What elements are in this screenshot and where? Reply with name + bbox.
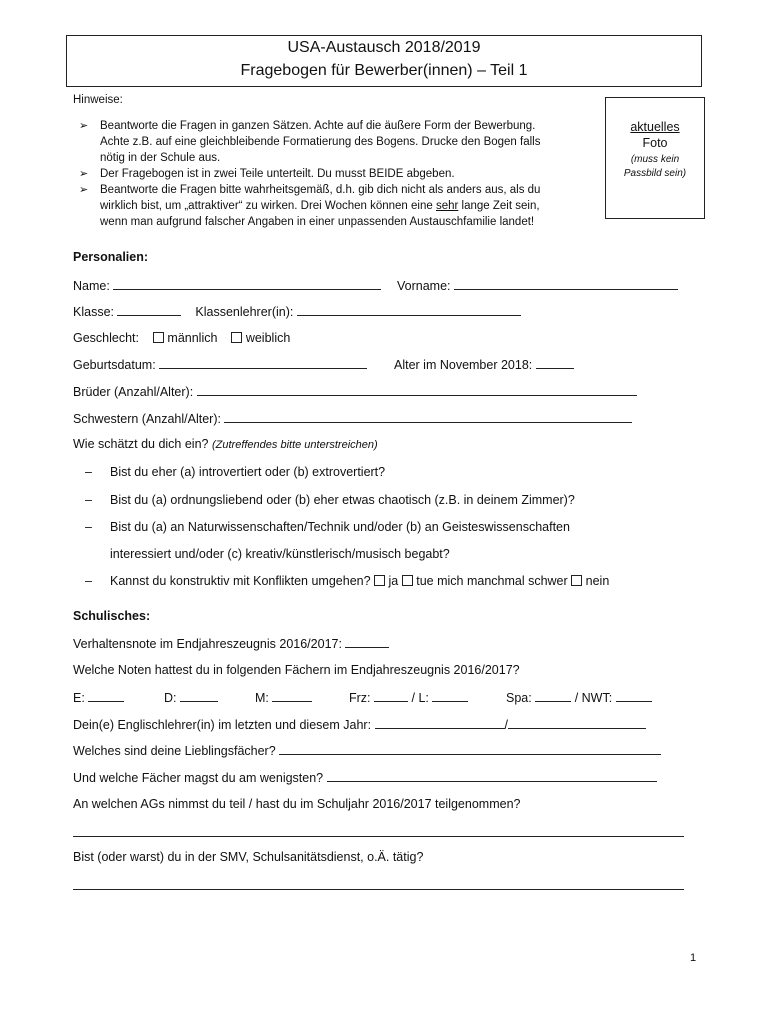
arrow-bullet-icon: ➢: [79, 120, 89, 132]
dash-bullet-icon: –: [85, 574, 92, 588]
weiblich-checkbox[interactable]: [231, 332, 242, 343]
grade-l-field[interactable]: [432, 690, 468, 702]
question-1[interactable]: Bist du eher (a) introvertiert oder (b) extrovertiert?: [110, 465, 386, 479]
hint-2-line-1: Der Fragebogen ist in zwei Teile unterteilt. Du musst BEIDE abgeben.: [100, 168, 455, 180]
geburtsdatum-row: Geburtsdatum:: [73, 357, 367, 372]
wenigsten-row: Und welche Fächer magst du am wenigsten?: [73, 770, 657, 785]
title-box: [66, 35, 702, 87]
klassenlehrer-field[interactable]: [297, 304, 521, 316]
hint-1-line-2: Achte z.B. auf eine gleichbleibende Formatierung des Bogens. Drucke den Bogen falls: [100, 136, 541, 148]
grade-nwt-field[interactable]: [616, 690, 652, 702]
schwer-checkbox[interactable]: [402, 575, 413, 586]
noten-question: Welche Noten hattest du in folgenden Fächern im Endjahreszeugnis 2016/2017?: [73, 663, 520, 677]
lieblings-row: Welches sind deine Lieblingsfächer?: [73, 743, 661, 758]
title-line-2: Fragebogen für Bewerber(innen) – Teil 1: [240, 62, 528, 79]
ags-question: An welchen AGs nimmst du teil / hast du im Schuljahr 2016/2017 teilgenommen?: [73, 797, 521, 811]
smv-field[interactable]: [73, 889, 684, 890]
hints-label: Hinweise:: [73, 94, 123, 106]
grade-e-field[interactable]: [88, 690, 124, 702]
hint-1-line-3: nötig in der Schule aus.: [100, 152, 221, 164]
maennlich-checkbox[interactable]: [153, 332, 164, 343]
englisch-field-1[interactable]: [375, 717, 505, 729]
hint-3-line-1: Beantworte die Fragen bitte wahrheitsgemäß, d.h. gib dich nicht als anders aus, als du: [100, 184, 541, 196]
brueder-row: Brüder (Anzahl/Alter):: [73, 384, 637, 399]
question-4: Kannst du konstruktiv mit Konflikten umgehen? ja tue mich manchmal schwer nein: [110, 574, 610, 588]
dash-bullet-icon: –: [85, 493, 92, 507]
schwestern-field[interactable]: [224, 411, 632, 423]
wenigsten-field[interactable]: [327, 770, 657, 782]
question-3-line-2[interactable]: interessiert und/oder (c) kreativ/künstlerisch/musisch begabt?: [110, 547, 450, 561]
verhalten-row: Verhaltensnote im Endjahreszeugnis 2016/2017:: [73, 636, 389, 651]
grade-d: D:: [164, 690, 218, 705]
arrow-bullet-icon: ➢: [79, 168, 89, 180]
klasse-row: Klasse: Klassenlehrer(in):: [73, 304, 521, 319]
englisch-field-2[interactable]: [508, 717, 646, 729]
dash-bullet-icon: –: [85, 520, 92, 534]
title-line-1: USA-Austausch 2018/2019: [287, 39, 481, 56]
alter-field[interactable]: [536, 357, 574, 369]
emphasis-sehr: sehr: [435, 200, 459, 212]
selbst-question: Wie schätzt du dich ein? (Zutreffendes bitte unterstreichen): [73, 437, 378, 451]
grade-d-field[interactable]: [180, 690, 218, 702]
personal-heading: Personalien:: [73, 250, 149, 264]
klasse-field[interactable]: [117, 304, 181, 316]
grade-e: E:: [73, 690, 124, 705]
name-field[interactable]: [113, 278, 381, 290]
hint-3-line-3: wenn man aufgrund falscher Angaben in einer unpassenden Austauschfamilie landet!: [100, 216, 535, 228]
ags-field[interactable]: [73, 836, 684, 837]
question-3-line-1[interactable]: Bist du (a) an Naturwissenschaften/Technik und/oder (b) an Geisteswissenschaften: [110, 520, 570, 534]
arrow-bullet-icon: ➢: [79, 184, 89, 196]
grade-frz-field[interactable]: [374, 690, 408, 702]
smv-question: Bist (oder warst) du in der SMV, Schulsanitätsdienst, o.Ä. tätig?: [73, 850, 424, 864]
photo-box[interactable]: [605, 97, 705, 219]
geburtsdatum-field[interactable]: [159, 357, 367, 369]
geschlecht-row: Geschlecht: männlich weiblich: [73, 331, 291, 345]
vorname-field[interactable]: [454, 278, 678, 290]
grade-m: M:: [255, 690, 312, 705]
alter-row: Alter im November 2018:: [394, 357, 574, 372]
hint-3-line-2: wirklich bist, um „attraktiver“ zu wirken. Drei Wochen können eine sehr lange Zeit sein,: [100, 200, 540, 212]
englisch-row: Dein(e) Englischlehrer(in) im letzten und diesem Jahr: /: [73, 717, 646, 732]
name-row: Name:: [73, 278, 381, 293]
brueder-field[interactable]: [197, 384, 637, 396]
question-2[interactable]: Bist du (a) ordnungsliebend oder (b) eher etwas chaotisch (z.B. in deinem Zimmer)?: [110, 493, 575, 507]
verhalten-field[interactable]: [345, 636, 389, 648]
grade-spa-field[interactable]: [535, 690, 571, 702]
photo-note: (muss kein Passbild sein): [623, 154, 687, 179]
ja-checkbox[interactable]: [374, 575, 385, 586]
vorname-row: Vorname:: [397, 278, 678, 293]
grade-frz: Frz: / L:: [349, 690, 468, 705]
grade-spa: Spa: / NWT:: [506, 690, 652, 705]
lieblings-field[interactable]: [279, 743, 661, 755]
nein-checkbox[interactable]: [571, 575, 582, 586]
grade-m-field[interactable]: [272, 690, 312, 702]
school-heading: Schulisches:: [73, 609, 151, 623]
photo-label-1: aktuelles: [630, 120, 680, 134]
schwestern-row: Schwestern (Anzahl/Alter):: [73, 411, 632, 426]
photo-label-2: Foto: [642, 136, 668, 150]
page-number: 1: [690, 952, 697, 964]
dash-bullet-icon: –: [85, 465, 92, 479]
hint-1-line-1: Beantworte die Fragen in ganzen Sätzen. Achte auf die äußere Form der Bewerbung.: [100, 120, 536, 132]
